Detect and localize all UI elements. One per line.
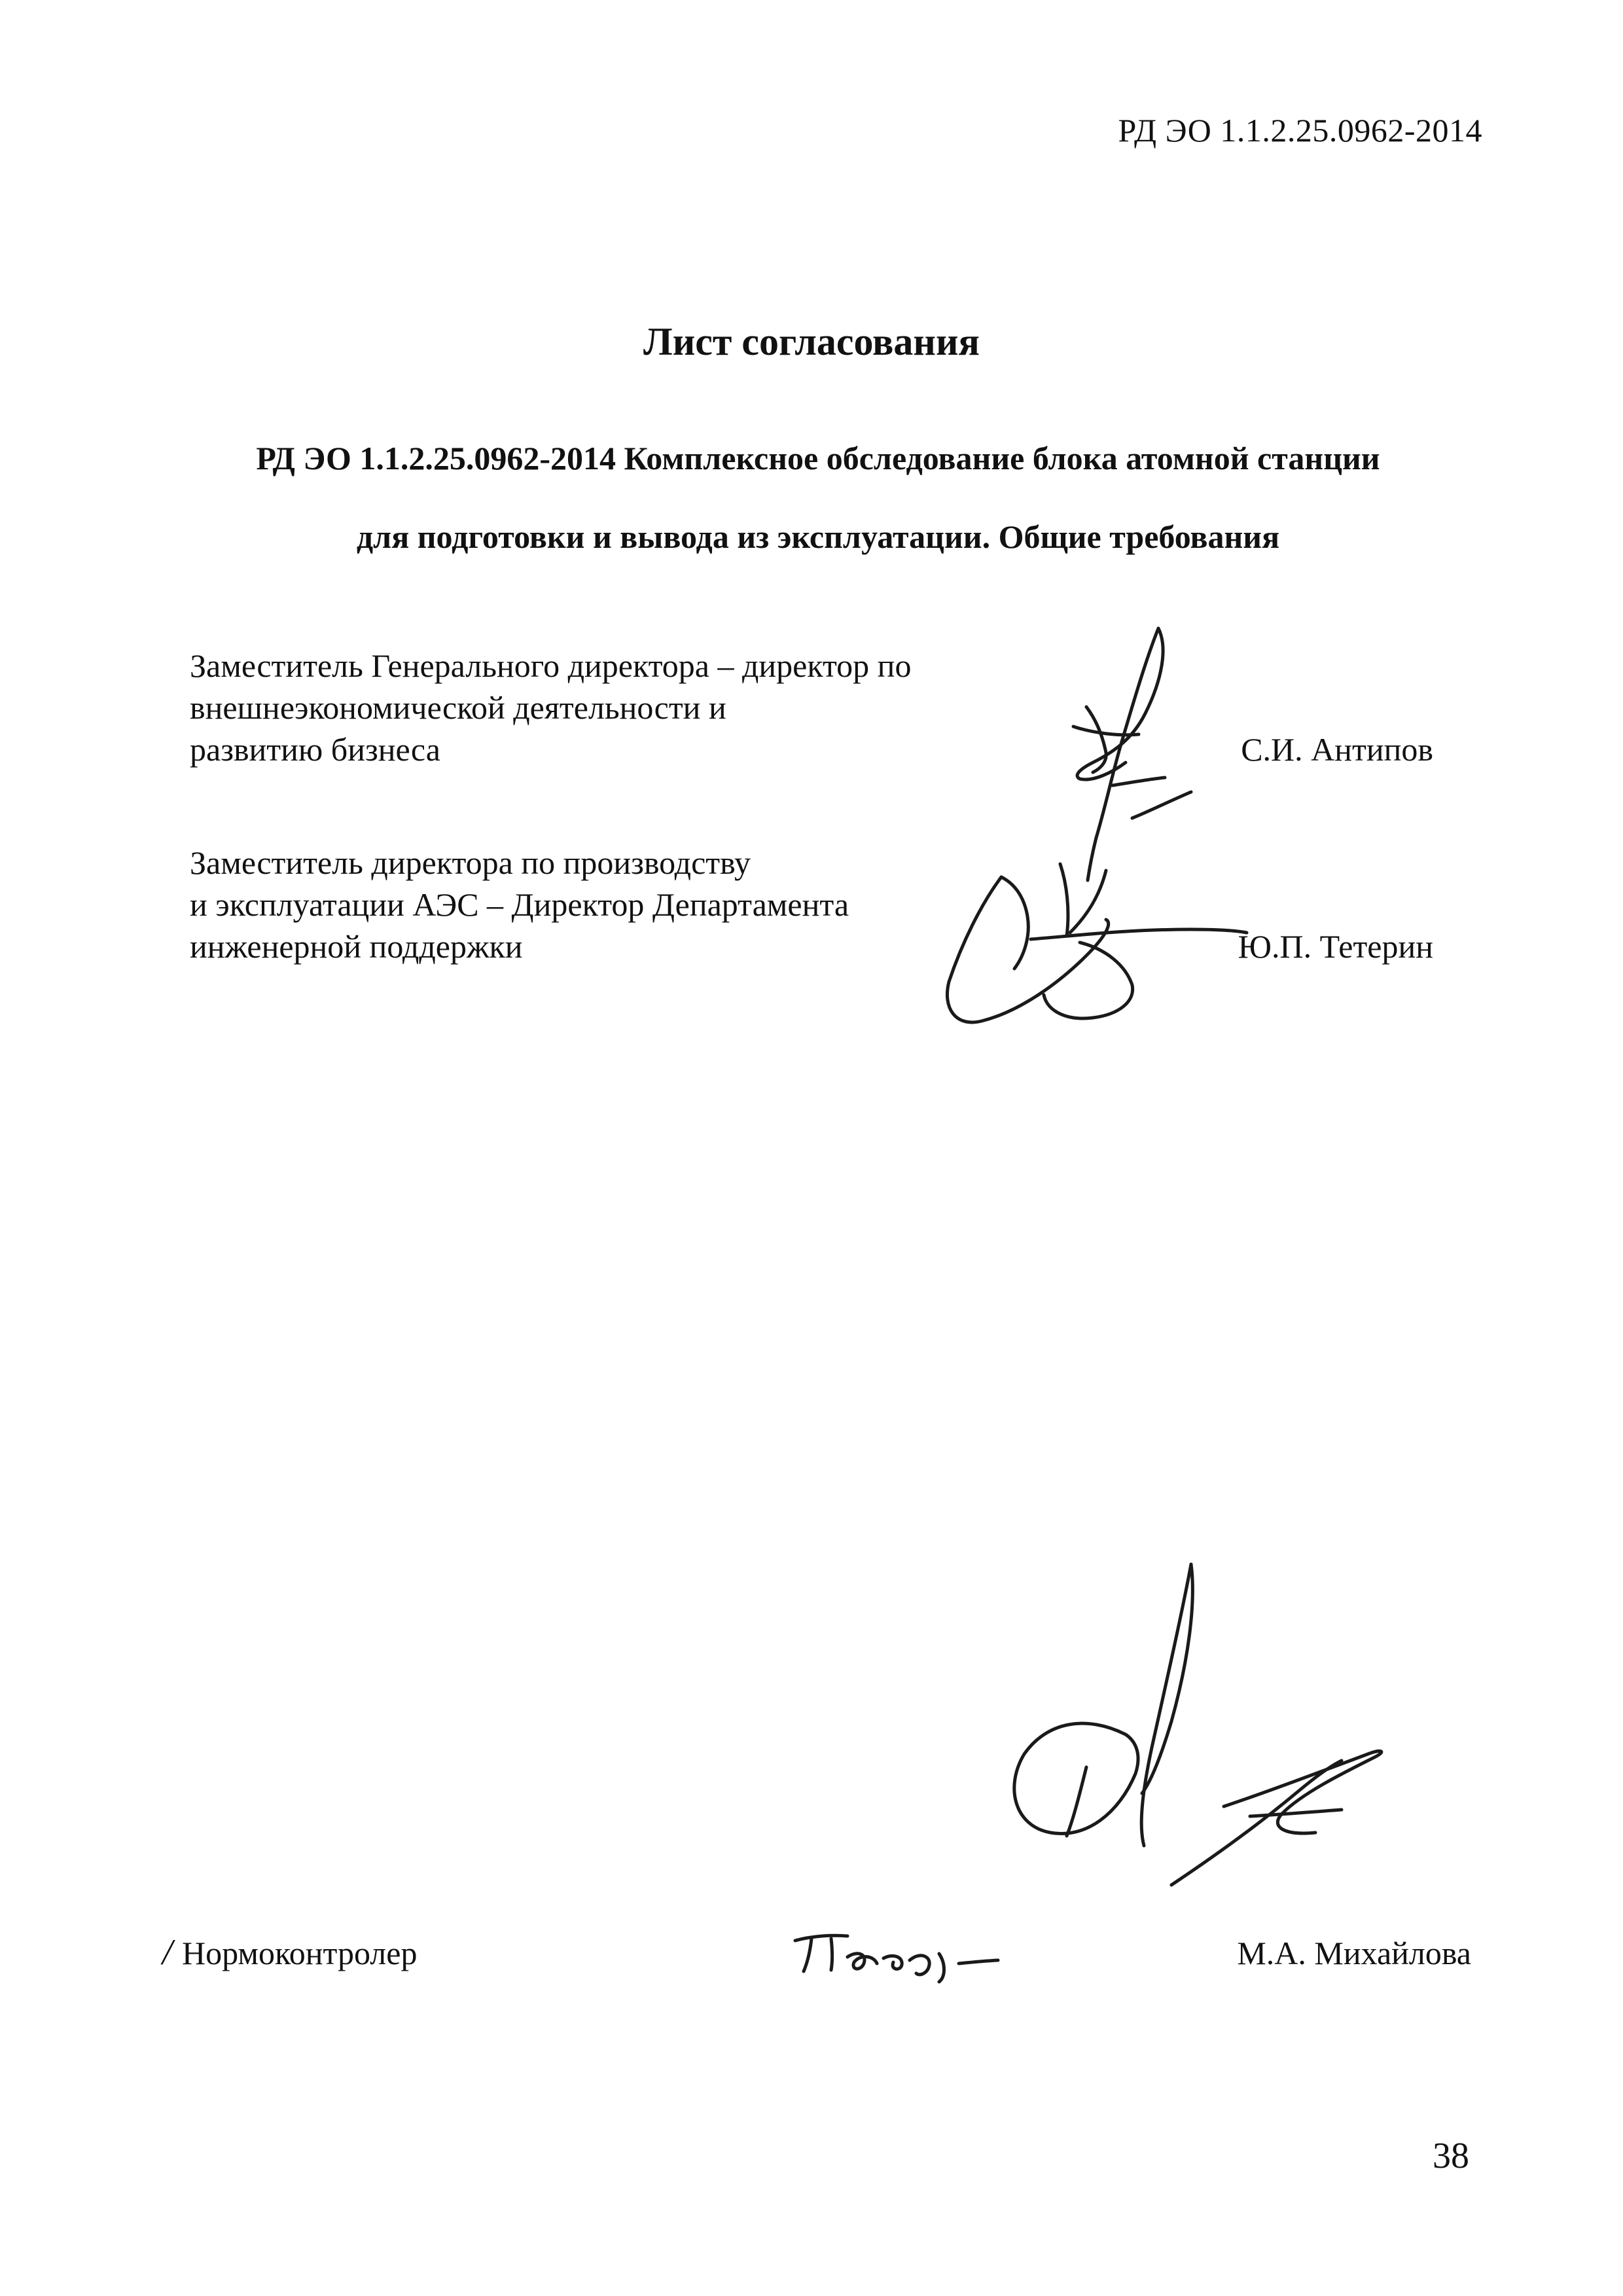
signer-name: Ю.П. Тетерин bbox=[1238, 928, 1433, 965]
signer-block-antipov bbox=[190, 645, 1433, 770]
signer-position-line: Заместитель директора по производству bbox=[190, 844, 751, 881]
signer-position-line: внешнеэкономической деятельности и bbox=[190, 689, 726, 726]
signature-approval bbox=[975, 1558, 1400, 1898]
signer-name: С.И. Антипов bbox=[1241, 731, 1433, 768]
signer-position-line: инженерной поддержки bbox=[190, 928, 523, 965]
normcontrol-row bbox=[162, 1934, 1471, 1986]
signer-position-line: развитию бизнеса bbox=[190, 731, 440, 768]
signature-teterin bbox=[916, 844, 1257, 1041]
normcontrol-label: Нормоконтролер bbox=[182, 1935, 418, 1971]
document-subject-line: для подготовки и вывода из эксплуатации. Общие требования bbox=[356, 518, 1280, 555]
document-subject-line: РД ЭО 1.1.2.25.0962-2014 Комплексное обследование блока атомной станции bbox=[256, 440, 1380, 476]
document-code: РД ЭО 1.1.2.25.0962-2014 bbox=[1118, 112, 1482, 149]
signer-position-line: и эксплуатации АЭС – Директор Департамента bbox=[190, 886, 849, 923]
document-subject bbox=[157, 419, 1479, 576]
signer-position-line: Заместитель Генерального директора – директор по bbox=[190, 647, 912, 684]
normcontrol-mark: / bbox=[162, 1932, 173, 1973]
page-title: Лист согласования bbox=[643, 320, 980, 363]
page-number: 38 bbox=[1433, 2136, 1469, 2176]
normcontrol-name: М.А. Михайлова bbox=[1237, 1935, 1471, 1971]
